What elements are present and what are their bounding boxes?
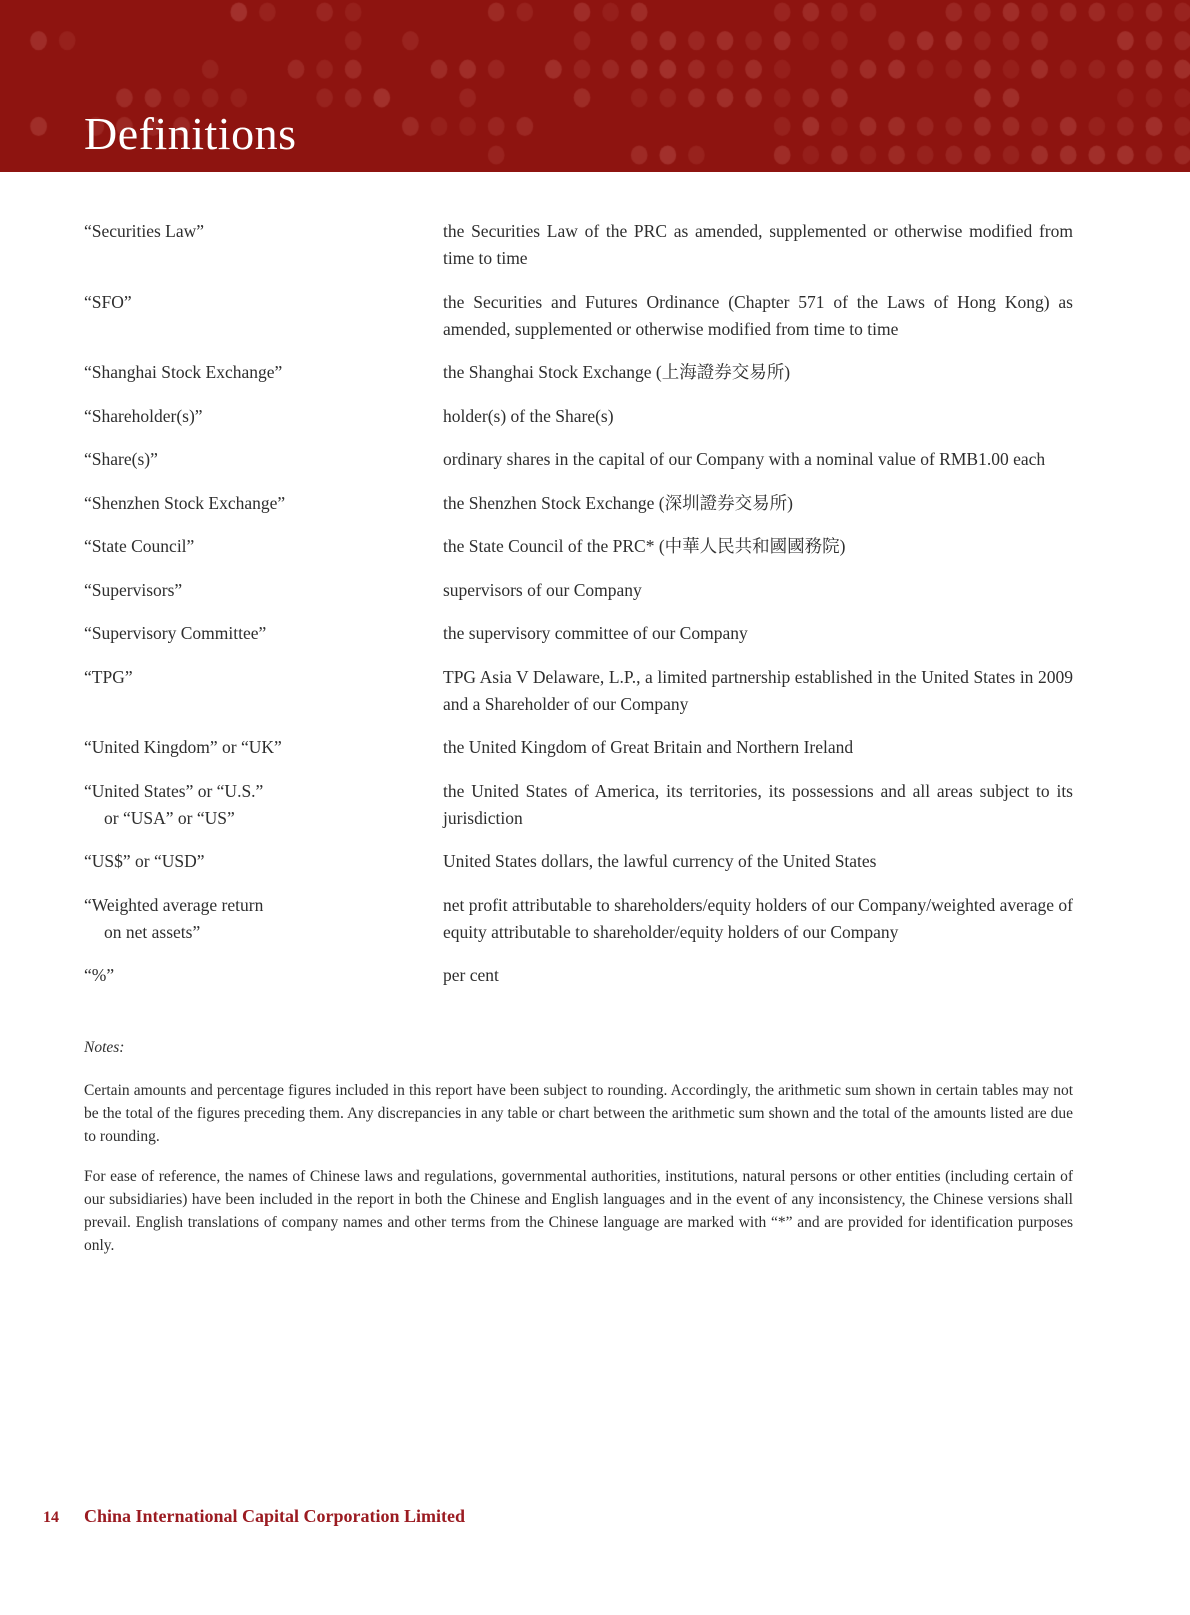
definition-row	[84, 533, 1073, 560]
definition-row	[84, 577, 1073, 604]
definition-row	[84, 848, 1073, 875]
definition-term	[84, 289, 443, 343]
definition-row	[84, 218, 1073, 272]
definition-text: holder(s) of the Share(s)	[443, 405, 614, 426]
definition-term	[84, 892, 443, 946]
definition-term	[84, 620, 443, 647]
definition-row	[84, 734, 1073, 761]
term-text-line2: or “USA” or “US”	[104, 807, 235, 828]
definition-row	[84, 620, 1073, 647]
notes-section	[84, 1036, 1073, 1257]
term-text: “Shareholder(s)”	[84, 405, 203, 426]
definition-term	[84, 848, 443, 875]
term-text: “Supervisors”	[84, 579, 183, 600]
definition-term	[84, 734, 443, 761]
definition-row	[84, 962, 1073, 989]
definitions-list	[0, 172, 1190, 1257]
definition-text: the United States of America, its territories, its possessions and all areas subject to its jurisdiction	[443, 780, 1073, 828]
term-text: “Shanghai Stock Exchange”	[84, 362, 283, 382]
definition-term	[84, 403, 443, 430]
term-text: “TPG”	[84, 666, 133, 687]
definition-row	[84, 778, 1073, 832]
company-name: China International Capital Corporation Limited	[84, 1506, 466, 1526]
term-text: “%”	[84, 965, 115, 985]
term-text: “United Kingdom” or “UK”	[84, 737, 282, 757]
definition-row	[84, 359, 1073, 386]
definition-text: the Shenzhen Stock Exchange (深圳證券交易所)	[443, 492, 793, 513]
term-text: “SFO”	[84, 291, 132, 312]
note-paragraph: Certain amounts and percentage figures included in this report have been subject to rounding. Accordingly, the arithmetic sum shown in certain tables may not be the total of the figures preceding them. Any discrepancies in any table or chart between the arithmetic sum shown and the total of the amounts listed are due to rounding.	[84, 1082, 1073, 1145]
definition-text: net profit attributable to shareholders/equity holders of our Company/weighted average of equity attributable to shareholder/equity holders of our Company	[443, 894, 1073, 942]
definition-text: United States dollars, the lawful currency of the United States	[443, 851, 877, 871]
term-text: “Share(s)”	[84, 449, 158, 469]
definition-text: per cent	[443, 965, 499, 985]
definition-term	[84, 218, 443, 272]
definition-row	[84, 892, 1073, 946]
definition-term	[84, 490, 443, 517]
notes-heading: Notes:	[84, 1039, 125, 1056]
definition-term	[84, 778, 443, 832]
term-text: “State Council”	[84, 536, 195, 556]
definition-row	[84, 289, 1073, 343]
definition-text: the Securities Law of the PRC as amended, supplemented or otherwise modified from time to time	[443, 221, 1073, 268]
term-text: “Supervisory Committee”	[84, 623, 267, 643]
page-title: Definitions	[84, 108, 297, 159]
term-text: “US$” or “USD”	[84, 851, 205, 871]
term-text-line2: on net assets”	[104, 921, 201, 942]
definition-term	[84, 664, 443, 718]
definition-text: the United Kingdom of Great Britain and Northern Ireland	[443, 737, 854, 757]
definition-text: the State Council of the PRC* (中華人民共和國國務院)	[443, 536, 846, 556]
term-text: “Shenzhen Stock Exchange”	[84, 492, 286, 513]
page-number: 14	[43, 1509, 59, 1526]
page-header-banner	[0, 0, 1190, 172]
definition-row	[84, 490, 1073, 517]
definition-text: the Securities and Futures Ordinance (Chapter 571 of the Laws of Hong Kong) as amended, supplemented or otherwise modified from time to time	[443, 291, 1073, 339]
definition-row	[84, 664, 1073, 718]
term-text: “Weighted average return	[84, 894, 264, 915]
definition-term	[84, 533, 443, 560]
term-text: “United States” or “U.S.”	[84, 780, 264, 801]
definition-text: the supervisory committee of our Company	[443, 623, 748, 643]
definition-row	[84, 403, 1073, 430]
term-text: “Securities Law”	[84, 221, 205, 241]
definition-text: TPG Asia V Delaware, L.P., a limited partnership established in the United States in 2009 and a Shareholder of our Company	[443, 666, 1073, 714]
definition-term	[84, 446, 443, 473]
definition-term	[84, 577, 443, 604]
definition-row	[84, 446, 1073, 473]
definition-text: supervisors of our Company	[443, 579, 642, 600]
definition-term	[84, 359, 443, 386]
definition-text: ordinary shares in the capital of our Company with a nominal value of RMB1.00 each	[443, 449, 1046, 469]
note-paragraph: For ease of reference, the names of Chinese laws and regulations, governmental authorities, institutions, natural persons or other entities (including certain of our subsidiaries) have been included in the report in both the Chinese and English languages and in the event of any inconsistency, the Chinese versions shall prevail. English translations of company names and other terms from the Chinese language are marked with “*” and are provided for identification purposes only.	[84, 1168, 1073, 1254]
definition-term	[84, 962, 443, 989]
page-footer	[0, 1506, 1190, 1527]
definition-text: the Shanghai Stock Exchange (上海證券交易所)	[443, 362, 791, 382]
